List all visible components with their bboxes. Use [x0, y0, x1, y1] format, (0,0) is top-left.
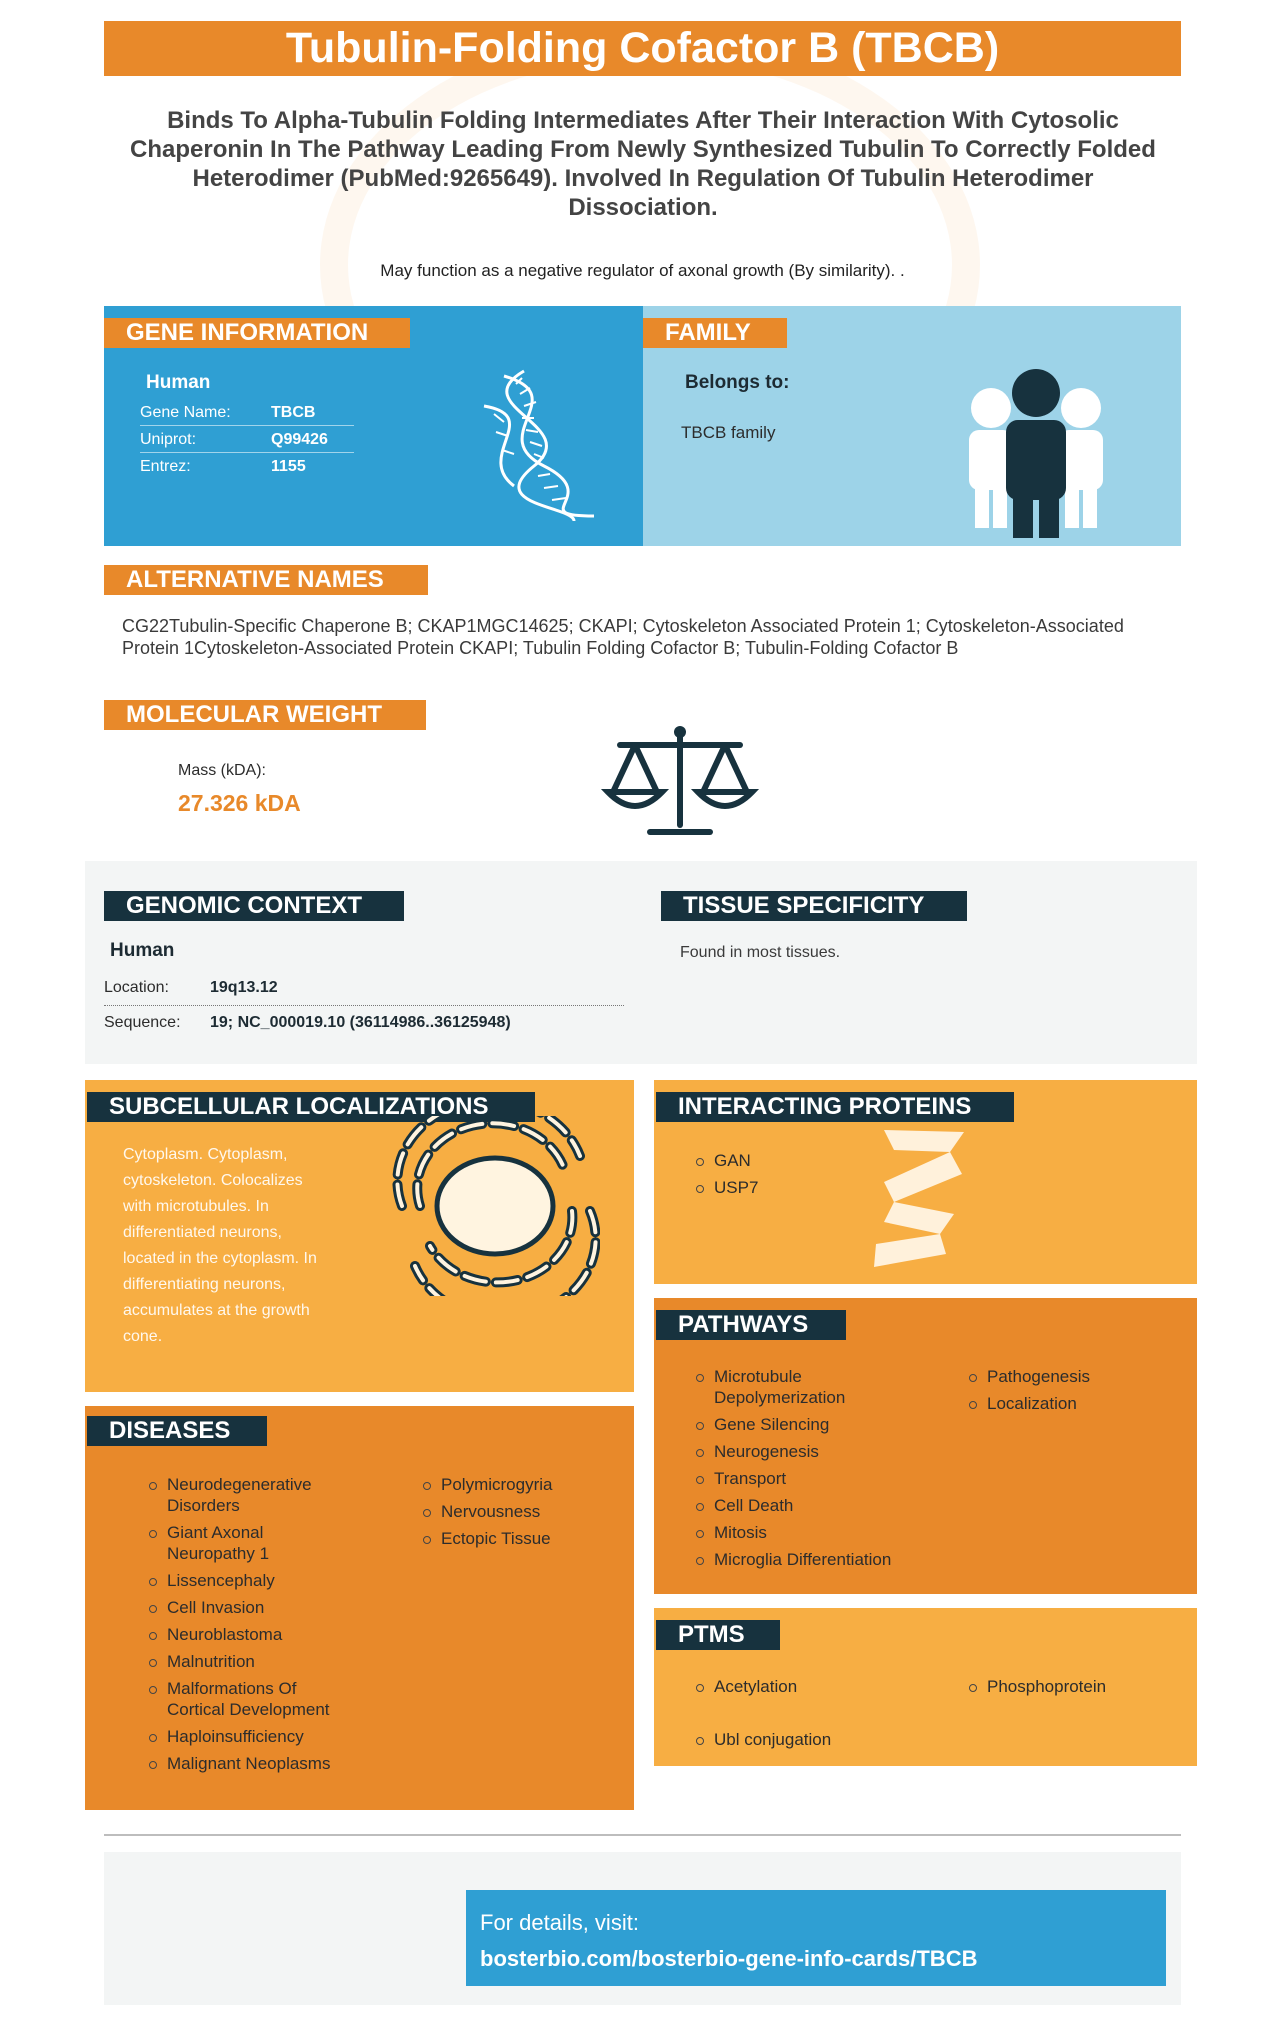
footer-divider	[104, 1834, 1181, 1836]
list-item: Localization	[967, 1393, 1167, 1414]
mass-value: 27.326 kDA	[178, 790, 301, 816]
diseases-panel	[85, 1406, 634, 1810]
gene-name-value: TBCB	[271, 404, 316, 421]
pathways-list-col1	[694, 1366, 914, 1576]
sequence-value: 19; NC_000019.10 (36114986..36125948)	[210, 1014, 511, 1031]
interacting-proteins-panel	[654, 1080, 1197, 1284]
list-item: Acetylation	[694, 1676, 914, 1697]
tissue-specificity-text: Found in most tissues.	[680, 944, 841, 961]
ptms-list-col2	[967, 1676, 1167, 1703]
list-item: Transport	[694, 1468, 914, 1489]
visit-label: For details, visit:	[480, 1910, 639, 1935]
list-item: Haploinsufficiency	[147, 1726, 347, 1747]
alternative-names-text: CG22Tubulin-Specific Chaperone B; CKAP1MGC14625; CKAPI; Cytoskeleton Associated Protein 1; Cytoskeleton-Associated Protein 1Cytoskeleton-Associated Protein CKAPI; Tubulin Folding Cofactor B; Tubulin-Folding Cofactor B	[122, 616, 1124, 658]
list-item: Polymicrogyria	[421, 1474, 621, 1495]
gene-information-panel	[104, 306, 643, 546]
pathways-label: PATHWAYS	[656, 1310, 846, 1340]
list-item: Giant Axonal Neuropathy 1	[147, 1522, 347, 1564]
pathways-list-col2	[967, 1366, 1167, 1420]
list-item: Gene Silencing	[694, 1414, 914, 1435]
diseases-list-col2	[421, 1474, 621, 1555]
list-item: Malformations Of Cortical Development	[147, 1678, 347, 1720]
function-summary: Binds To Alpha-Tubulin Folding Intermediates After Their Interaction With Cytosolic Chaperonin In The Pathway Leading From Newly Synthesized Tubulin To Correctly Folded Heterodimer (PubMed:9265649). Involved In Regulation Of Tubulin Heterodimer Dissociation.	[130, 107, 1156, 221]
list-item: Pathogenesis	[967, 1366, 1167, 1387]
gene-species: Human	[146, 372, 211, 393]
interacting-proteins-list	[694, 1150, 758, 1204]
gene-name-key: Gene Name:	[140, 404, 231, 421]
alternative-names-label: ALTERNATIVE NAMES	[104, 565, 428, 595]
sequence-row	[104, 1006, 624, 1042]
entrez-value: 1155	[271, 458, 306, 475]
list-item: Cell Invasion	[147, 1597, 347, 1618]
uniprot-key: Uniprot:	[140, 431, 197, 448]
list-item: Neurogenesis	[694, 1441, 914, 1462]
family-heading: Belongs to:	[685, 372, 790, 393]
sequence-key: Sequence:	[104, 1014, 181, 1031]
uniprot-row	[140, 426, 354, 453]
list-item: Lissencephaly	[147, 1570, 347, 1591]
pathways-panel	[654, 1298, 1197, 1594]
list-item: Ubl conjugation	[694, 1729, 914, 1750]
subcellular-text: Cytoplasm. Cytoplasm, cytoskeleton. Colocalizes with microtubules. In differentiated neurons, located in the cytoplasm. In differentiating neurons, accumulates at the growth cone.	[123, 1146, 317, 1345]
gene-name-row	[140, 399, 354, 426]
list-item: Mitosis	[694, 1522, 914, 1543]
mass-label: Mass (kDA):	[178, 762, 266, 779]
interacting-proteins-label: INTERACTING PROTEINS	[656, 1092, 1014, 1122]
people-group-icon	[961, 368, 1111, 538]
list-item: Microtubule Depolymerization	[694, 1366, 914, 1408]
subcellular-label: SUBCELLULAR LOCALIZATIONS	[87, 1092, 535, 1122]
ptms-panel	[654, 1608, 1197, 1766]
ptms-list-col1	[694, 1676, 914, 1756]
tissue-specificity-label: TISSUE SPECIFICITY	[661, 891, 967, 921]
protein-ribbon-icon	[854, 1122, 994, 1272]
list-item: Cell Death	[694, 1495, 914, 1516]
list-item: Neuroblastoma	[147, 1624, 347, 1645]
details-url-link[interactable]: bosterbio.com/bosterbio-gene-info-cards/TBCB	[480, 1946, 978, 1971]
diseases-label: DISEASES	[87, 1416, 267, 1446]
entrez-key: Entrez:	[140, 458, 191, 475]
ptms-label: PTMS	[656, 1620, 780, 1650]
list-item: GAN	[694, 1150, 758, 1171]
list-item: Malignant Neoplasms	[147, 1753, 347, 1774]
list-item: Malnutrition	[147, 1651, 347, 1672]
list-item: Neurodegenerative Disorders	[147, 1474, 347, 1516]
list-item: Microglia Differentiation	[694, 1549, 914, 1570]
family-panel	[643, 306, 1181, 546]
cell-organelle-icon	[390, 1116, 600, 1296]
location-key: Location:	[104, 979, 169, 996]
entrez-row	[140, 453, 354, 480]
location-value: 19q13.12	[210, 979, 278, 996]
list-item: USP7	[694, 1177, 758, 1198]
list-item: Ectopic Tissue	[421, 1528, 621, 1549]
list-item: Nervousness	[421, 1501, 621, 1522]
page-title: Tubulin-Folding Cofactor B (TBCB)	[104, 21, 1181, 76]
dna-helix-icon	[464, 366, 614, 526]
molecular-weight-label: MOLECULAR WEIGHT	[104, 700, 426, 730]
gene-information-label: GENE INFORMATION	[104, 318, 410, 348]
genomic-context-label: GENOMIC CONTEXT	[104, 891, 404, 921]
list-item: Phosphoprotein	[967, 1676, 1167, 1697]
uniprot-value: Q99426	[271, 431, 328, 448]
details-link-box[interactable]	[466, 1890, 1166, 1986]
family-value: TBCB family	[681, 423, 776, 442]
subcellular-panel	[85, 1080, 634, 1392]
location-row	[104, 970, 624, 1006]
genomic-species: Human	[110, 940, 175, 961]
function-note: May function as a negative regulator of axonal growth (By similarity). .	[380, 261, 905, 280]
diseases-list-col1	[147, 1474, 347, 1780]
balance-scale-icon	[600, 720, 760, 845]
family-label: FAMILY	[643, 318, 787, 348]
